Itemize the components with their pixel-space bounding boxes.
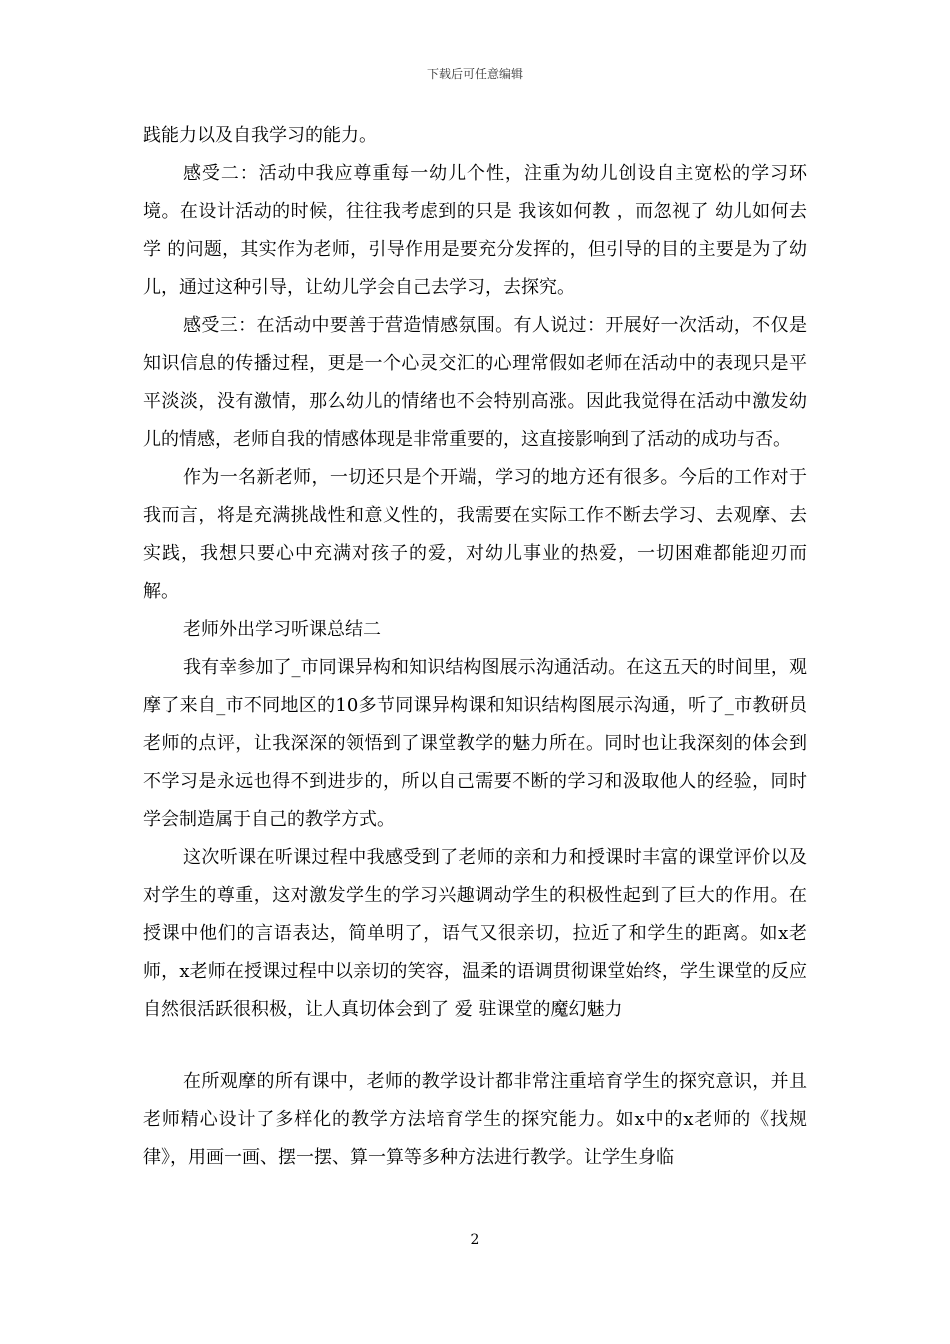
paragraph-observation: 这次听课在听课过程中我感受到了老师的亲和力和授课时丰富的课堂评价以及对学生的尊重，这对激发学生的学习兴趣调动学生的积极性起到了巨大的作用。在授课中他们的言语表达，简单明了，语气又很亲切，拉近了和学生的距离。如x老师，x老师在授课过程中以亲切的笑容，温柔的语调贯彻课堂始终，学生课堂的反应自然很活跃很积极，让人真切体会到了 爱 驻课堂的魔幻魅力 [143, 847, 807, 1020]
paragraph-gap [143, 1029, 807, 1063]
paragraph-inquiry: 在所观摩的所有课中，老师的教学设计都非常注重培育学生的探究意识，并且老师精心设计了多样化的教学方法培育学生的探究能力。如x中的x老师的《找规律》，用画一画、摆一摆、算一算等多种方法进行教学。让学生身临 [143, 1071, 807, 1168]
paragraph-activity: 我有幸参加了_市同课异构和知识结构图展示沟通活动。在这五天的时间里，观摩了来自_市不同地区的10多节同课异构课和知识结构图展示沟通，听了_市教研员老师的点评，让我深深的领悟到了课堂教学的魅力所在。同时也让我深刻的体会到不学习是永远也得不到进步的，所以自己需要不断的学习和汲取他人的经验，同时学会制造属于自己的教学方式。 [143, 657, 807, 830]
paragraph-feeling-two: 感受二：活动中我应尊重每一幼儿个性，注重为幼儿创设自主宽松的学习环境。在设计活动的时候，往往我考虑到的只是 我该如何教 ，而忽视了 幼儿如何去学 的问题，其实作为老师，引导作用是要充分发挥的，但引导的目的主要是为了幼儿，通过这种引导，让幼儿学会自己去学习，去探究。 [143, 163, 807, 298]
section-title: 老师外出学习听课总结二 [183, 619, 381, 640]
page-header: 下载后可任意编辑 [426, 67, 523, 81]
paragraph-continued: 践能力以及自我学习的能力。 [143, 125, 377, 146]
document-body [143, 117, 807, 1177]
paragraph-feeling-three: 感受三：在活动中要善于营造情感氛围。有人说过：开展好一次活动，不仅是知识信息的传播过程，更是一个心灵交汇的心理常假如老师在活动中的表现只是平平淡淡，没有激情，那么幼儿的情绪也不会特别高涨。因此我觉得在活动中激发幼儿的情感，老师自我的情感体现是非常重要的，这直接影响到了活动的成功与否。 [143, 315, 807, 450]
paragraph-new-teacher: 作为一名新老师，一切还只是个开端，学习的地方还有很多。今后的工作对于我而言，将是充满挑战性和意义性的，我需要在实际工作不断去学习、去观摩、去实践，我想只要心中充满对孩子的爱，对幼儿事业的热爱，一切困难都能迎刃而解。 [143, 467, 807, 602]
page-number: 2 [470, 1232, 480, 1248]
